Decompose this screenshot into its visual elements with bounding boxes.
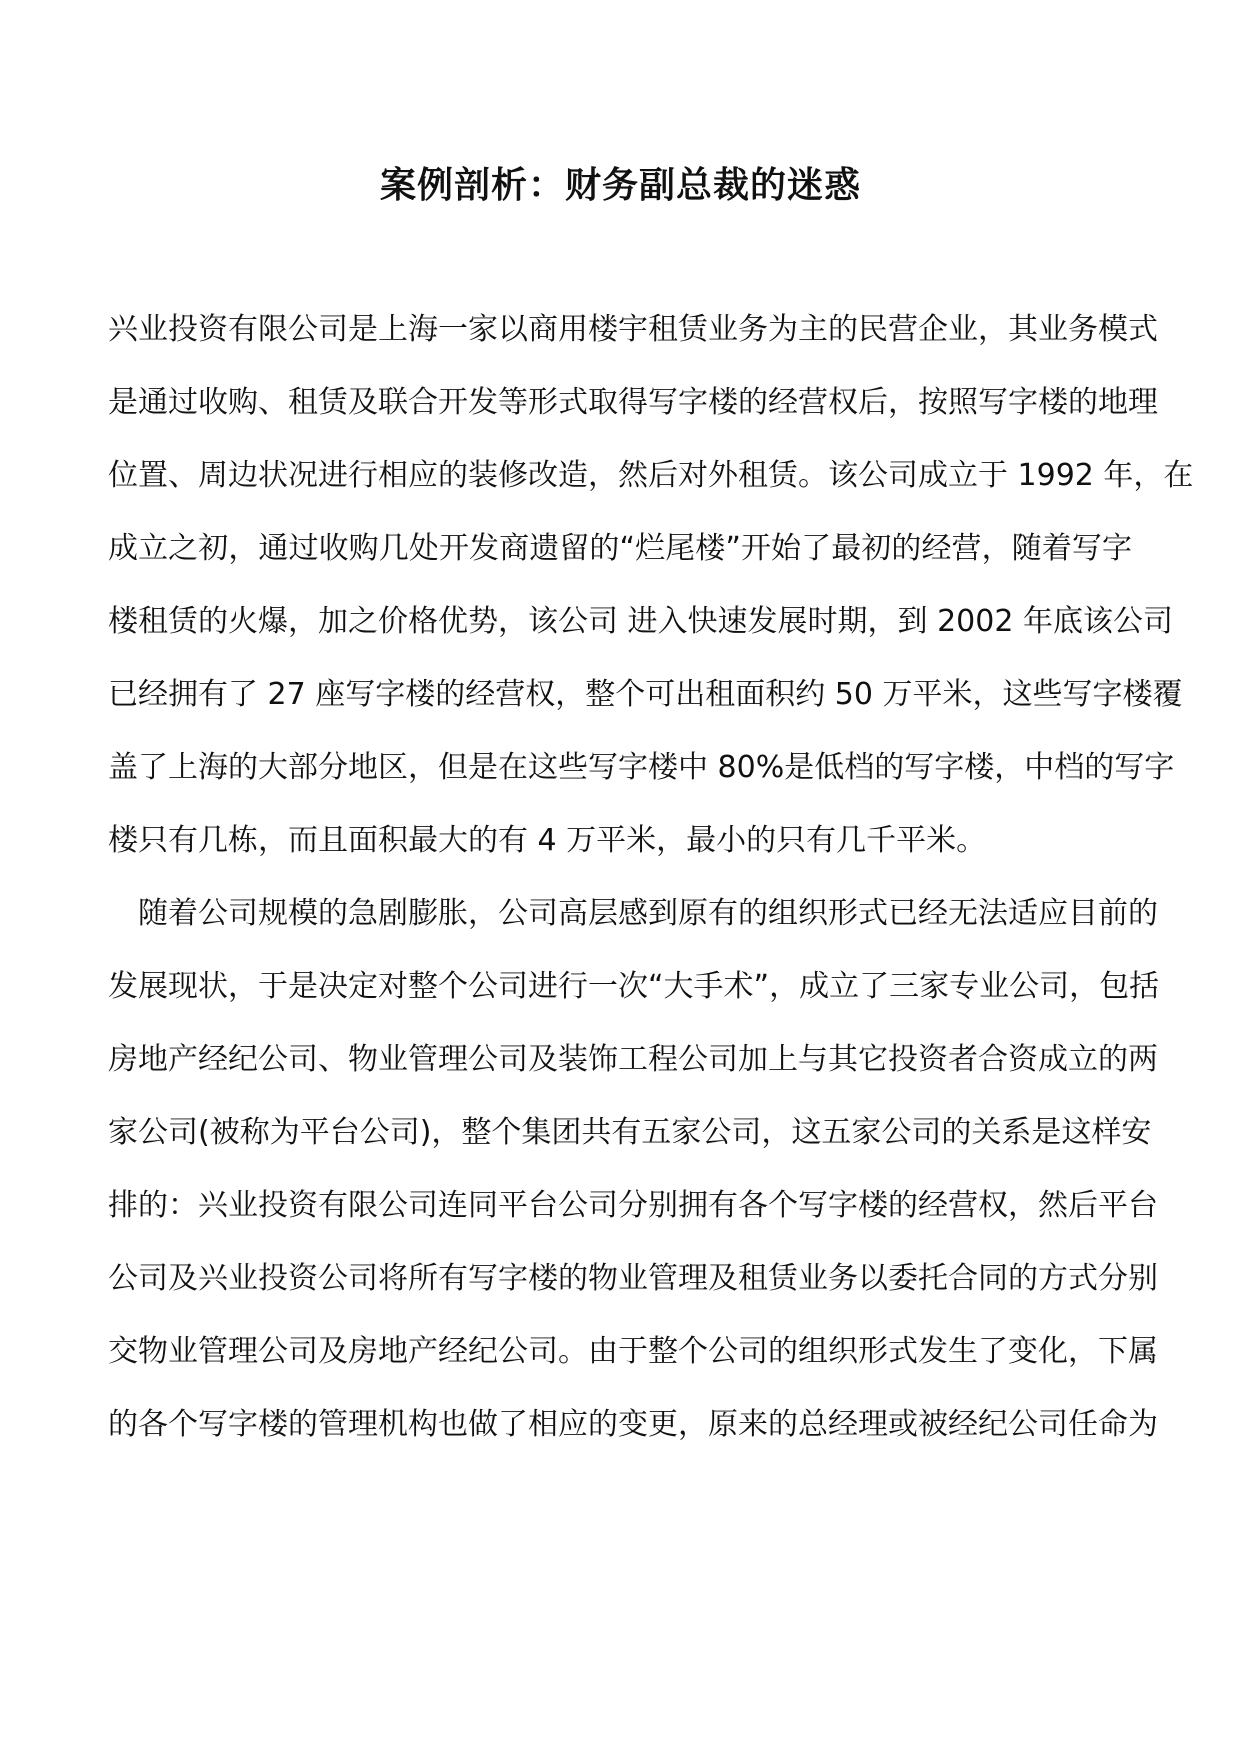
paragraph-line: 盖了上海的大部分地区，但是在这些写字楼中 80%是低档的写字楼，中档的写字 xyxy=(108,750,1175,785)
paragraph-line: 位置、周边状况进行相应的装修改造，然后对外租赁。该公司成立于 1992 年，在 xyxy=(108,458,1194,493)
document-title: 案例剖析：财务副总裁的迷惑 xyxy=(379,164,861,206)
paragraph-line: 公司及兴业投资公司将所有写字楼的物业管理及租赁业务以委托合同的方式分别 xyxy=(108,1261,1158,1296)
paragraph-line: 楼租赁的火爆，加之价格优势，该公司 进入快速发展时期，到 2002 年底该公司 xyxy=(108,604,1173,639)
paragraph-line: 已经拥有了 27 座写字楼的经营权，整个可出租面积约 50 万平米，这些写字楼覆 xyxy=(108,677,1183,712)
paragraph-line: 随着公司规模的急剧膨胀，公司高层感到原有的组织形式已经无法适应目前的 xyxy=(138,896,1158,931)
paragraph-line: 家公司(被称为平台公司)，整个集团共有五家公司，这五家公司的关系是这样安 xyxy=(108,1115,1152,1150)
paragraph-line: 排的：兴业投资有限公司连同平台公司分别拥有各个写字楼的经营权，然后平台 xyxy=(108,1188,1158,1223)
paragraph-line: 交物业管理公司及房地产经纪公司。由于整个公司的组织形式发生了变化，下属 xyxy=(108,1334,1158,1369)
paragraph-line: 的各个写字楼的管理机构也做了相应的变更，原来的总经理或被经纪公司任命为 xyxy=(108,1407,1158,1442)
paragraph-line: 是通过收购、租赁及联合开发等形式取得写字楼的经营权后，按照写字楼的地理 xyxy=(108,385,1158,420)
paragraph-line: 成立之初，通过收购几处开发商遗留的“烂尾楼”开始了最初的经营，随着写字 xyxy=(108,531,1132,566)
paragraph-line: 兴业投资有限公司是上海一家以商用楼宇租赁业务为主的民营企业，其业务模式 xyxy=(108,312,1158,347)
paragraph-line: 房地产经纪公司、物业管理公司及装饰工程公司加上与其它投资者合资成立的两 xyxy=(108,1042,1158,1077)
paragraph-line: 发展现状，于是决定对整个公司进行一次“大手术”，成立了三家专业公司，包括 xyxy=(108,969,1160,1004)
paragraph-line: 楼只有几栋，而且面积最大的有 4 万平米，最小的只有几千平米。 xyxy=(108,823,987,858)
